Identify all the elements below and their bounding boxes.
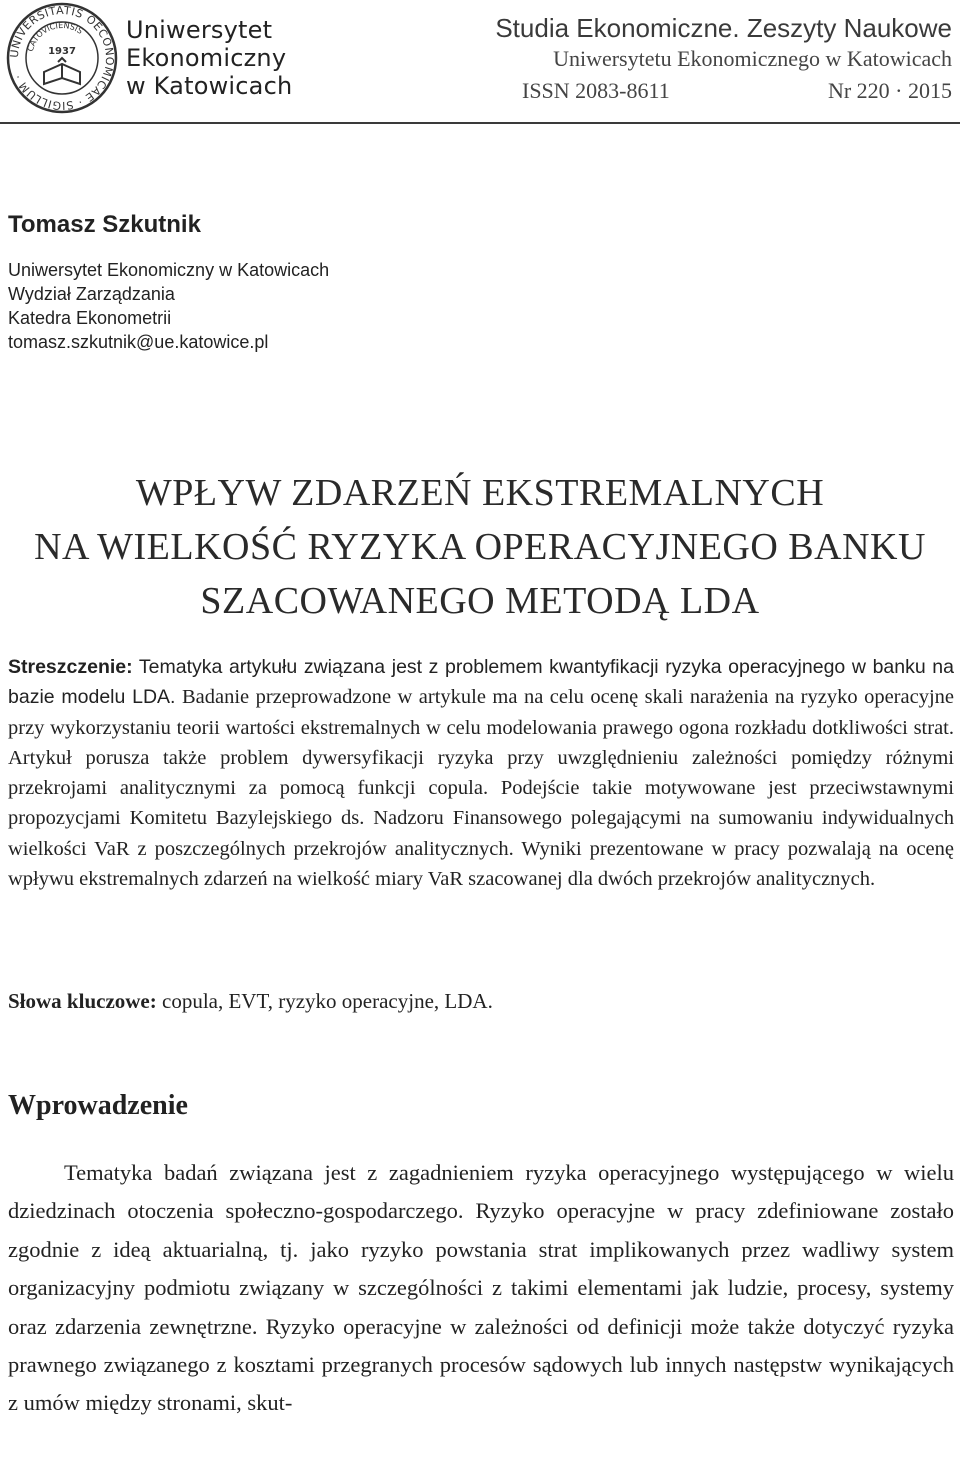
- issue-number: Nr 220 · 2015: [827, 78, 952, 103]
- affiliation-university: Uniwersytet Ekonomiczny w Katowicach: [8, 260, 330, 280]
- paper-title: [0, 466, 960, 628]
- svg-text:UNIVERSITATIS OECONOMICAE · SI: UNIVERSITATIS OECONOMICAE · SIGILLUM ·: [7, 3, 117, 113]
- journal-publisher: Uniwersytetu Ekonomicznego w Katowicach: [553, 46, 952, 71]
- title-line: WPŁYW ZDARZEŃ EKSTREMALNYCH: [135, 472, 825, 514]
- abstract: [8, 652, 954, 894]
- svg-text:1937: 1937: [48, 46, 76, 57]
- keywords-label: Słowa kluczowe:: [8, 989, 157, 1013]
- university-name-line: Uniwersytet: [126, 16, 273, 44]
- university-name-line: w Katowicach: [126, 72, 293, 100]
- body-paragraph: Tematyka badań związana jest z zagadnieniem ryzyka operacyjnego występującego w wielu dziedzinach otoczenia społeczno-gospodarczego. Ryzyko operacyjne w pracy zdefiniowane zostało zgodnie z ideą aktuarialną, tj. jako ryzyko powstania strat implikowanych przez wadliwy system organizacyjny podmiotu związany w szczególności z takimi elementami jak ludzie, procesy, systemy oraz zdarzenia zewnętrzne. Ryzyko operacyjne w zależności od definicji może także dotyczyć ryzyka prawnego związanego z kosztami przegranych procesów sądowych lub innych następstw wynikających z umów między stronami, skut-: [8, 1160, 954, 1416]
- affiliation-faculty: Wydział Zarządzania: [8, 284, 175, 304]
- university-name-line: Ekonomiczny: [126, 44, 287, 72]
- issn: ISSN 2083-8611: [522, 78, 670, 103]
- university-seal-logo: [6, 2, 118, 114]
- university-name: [126, 16, 292, 100]
- keywords: [8, 986, 954, 1016]
- page-header: [0, 0, 960, 124]
- abstract-text-sans: Tematyka artykułu związana jest z problemem kwantyfikacji ryzyka operacyjnego w banku na bazie modelu LDA.: [8, 656, 954, 709]
- author-name: Tomasz Szkutnik: [8, 211, 201, 238]
- title-line: SZACOWANEGO METODĄ LDA: [200, 580, 760, 622]
- author-block: [8, 210, 329, 354]
- title-line: NA WIELKOŚĆ RYZYKA OPERACYJNEGO BANKU: [34, 526, 926, 568]
- abstract-text-serif: Badanie przeprowadzone w artykule ma na celu ocenę skali narażenia na ryzyko operacyjne przy wykorzystaniu teorii wartości ekstremalnych w celu modelowania prawego ogona rozkładu dotkliwości strat. Artykuł porusza także problem dywersyfikacji ryzyka przy uwzględnieniu zależności pomiędzy różnymi przekrojami analitycznymi za pomocą funkcji copula. Podejście takie motywowane jest przeciwstawnymi propozycjami Komitetu Bazylejskiego ds. Nadzoru Finansowego polegającymi na sumowaniu indywidualnych wielkości VaR z poszczególnych przekrojów analitycznych. Wyniki prezentowane w pracy pozwalają na ocenę wpływu ekstremalnych zdarzeń na wielkość miary VaR szacowanej dla dwóch przekrojów analitycznych.: [8, 686, 954, 891]
- keywords-text: copula, EVT, ryzyko operacyjne, LDA.: [156, 989, 493, 1013]
- journal-issue-line: [482, 74, 952, 108]
- svg-text:CATOVICIENSIS: CATOVICIENSIS: [25, 20, 85, 53]
- section-heading: Wprowadzenie: [8, 1090, 188, 1121]
- abstract-label: Streszczenie:: [8, 656, 133, 678]
- affiliation-department: Katedra Ekonometrii: [8, 308, 172, 328]
- journal-title: Studia Ekonomiczne. Zeszyty Naukowe: [495, 13, 952, 43]
- journal-info: [482, 12, 952, 108]
- author-email[interactable]: tomasz.szkutnik@ue.katowice.pl: [8, 332, 269, 352]
